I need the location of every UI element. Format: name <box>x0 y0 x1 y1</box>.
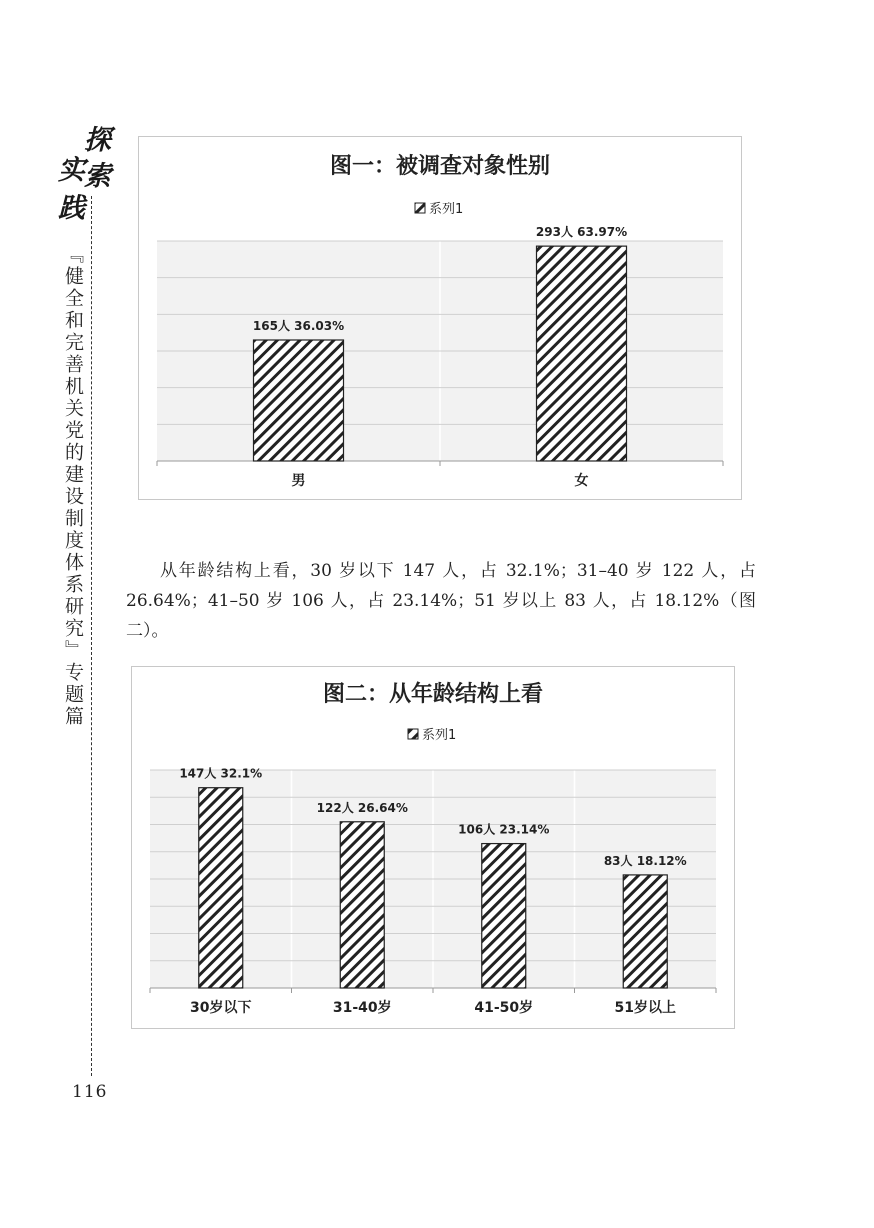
sidebar-divider <box>91 196 92 1076</box>
gender-bar-chart <box>138 136 742 500</box>
x-tick-label: 41-50岁 <box>474 1000 534 1016</box>
gender-chart-svg <box>139 137 741 499</box>
age-bar-chart <box>131 666 735 1029</box>
bar <box>199 788 243 988</box>
bar <box>537 246 627 461</box>
data-label: 165人 36.03% <box>252 319 345 333</box>
data-label: 122人 26.64% <box>316 800 408 815</box>
body-paragraph: 从年龄结构上看，30 岁以下 147 人，占 32.1%；31–40 岁 122 人，占 26.64%；41–50 岁 106 人，占 23.14%；51 岁以上 83 人，占 18.12%（图二）。 <box>126 561 756 641</box>
data-label: 147人 32.1% <box>179 766 263 781</box>
data-label: 83人 18.12% <box>603 853 687 868</box>
data-label: 293人 63.97% <box>535 225 628 240</box>
bar <box>482 844 526 988</box>
chart-title: 图一：被调查对象性别 <box>329 154 551 179</box>
legend-swatch <box>415 203 425 213</box>
bar <box>340 822 384 988</box>
bar <box>254 340 344 461</box>
logo-char: 索 <box>84 161 111 192</box>
sidebar-logo <box>56 118 118 228</box>
bar <box>623 875 667 988</box>
x-tick-label: 男 <box>291 473 306 489</box>
x-tick-label: 女 <box>574 473 589 489</box>
section-title: 『健全和完善机关党的建设制度体系研究』专题篇 <box>62 244 84 728</box>
x-tick-label: 51岁以上 <box>614 1000 676 1016</box>
logo-char: 实 <box>58 155 85 186</box>
chart-title: 图二：从年龄结构上看 <box>322 682 544 707</box>
x-tick-label: 31-40岁 <box>332 1000 392 1016</box>
data-label: 106人 23.14% <box>458 822 550 837</box>
legend-swatch <box>408 729 418 739</box>
logo-char: 探 <box>84 125 111 156</box>
legend-label: 系列1 <box>422 728 457 743</box>
x-tick-label: 30岁以下 <box>190 1000 252 1016</box>
page-number: 116 <box>72 1082 108 1102</box>
logo-char: 践 <box>58 193 85 224</box>
age-chart-svg <box>132 667 734 1028</box>
legend-label: 系列1 <box>429 202 464 217</box>
